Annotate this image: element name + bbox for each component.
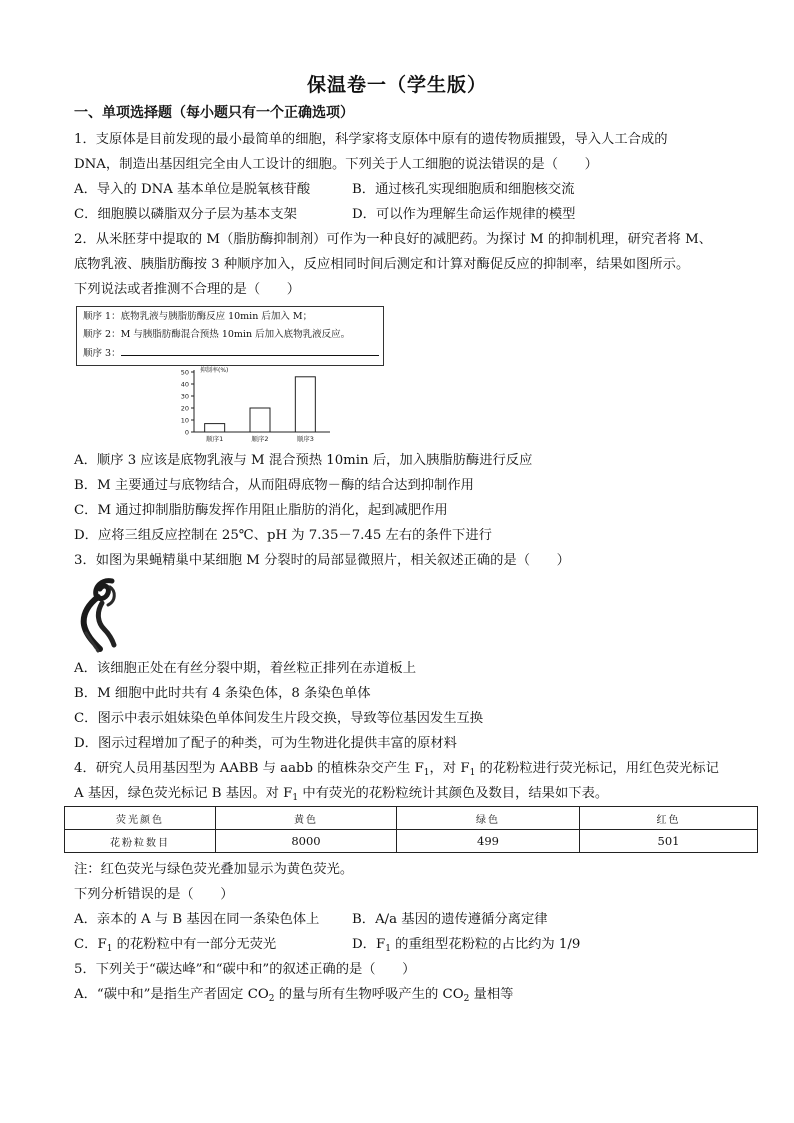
q4-stem-text-e: 中有荧光的花粉粒统计其颜色及数目，结果如下表。 — [298, 786, 609, 801]
procedure-order-1: 顺序 1：底物乳液与胰脂肪酶反应 10min 后加入 M； — [83, 311, 313, 322]
q4-stem-line2 — [74, 785, 608, 803]
table-cell: 501 — [580, 830, 758, 853]
procedure-box — [76, 306, 384, 366]
q4-subscript: 1 — [423, 768, 430, 778]
y-tick-label: 50 — [180, 368, 189, 377]
bar — [295, 377, 315, 432]
table-cell: 8000 — [216, 830, 397, 853]
q4-option-b: B．A/a 基因的遗传遵循分离定律 — [352, 912, 548, 927]
x-tick-label: 顺序3 — [296, 435, 314, 443]
y-tick-label: 0 — [184, 428, 189, 437]
q4-option-a: A．亲本的 A 与 B 基因在同一条染色体上 — [74, 912, 320, 927]
q4-stem-line1 — [74, 760, 719, 778]
q4-option-c-text: C．F — [74, 937, 107, 952]
y-tick-label: 20 — [180, 404, 189, 413]
q2-stem-line2: 底物乳液、胰脂肪酶按 3 种顺序加入，反应相同时间后测定和计算对酶促反应的抑制率，结果如图所示。 — [74, 257, 690, 272]
q4-subscript: 1 — [385, 944, 391, 954]
y-tick-label: 40 — [180, 380, 189, 389]
q3-option-d: D．图示过程增加了配子的种类，可为生物进化提供丰富的原材料 — [74, 736, 457, 751]
bar — [250, 408, 270, 432]
q4-stem-text-c: 的花粉粒进行荧光标记，用红色荧光标记 — [475, 761, 719, 776]
q3-stem: 3．如图为果蝇精巢中某细胞 M 分裂时的局部显微照片，相关叙述正确的是（ ） — [74, 553, 570, 568]
q4-subscript: 1 — [292, 793, 299, 803]
q2-stem-line3: 下列说法或者推测不合理的是（ ） — [74, 282, 301, 297]
procedure-blank-line — [121, 345, 379, 356]
q4-note: 注：红色荧光与绿色荧光叠加显示为黄色荧光。 — [74, 862, 354, 877]
section-heading: 一、单项选择题（每小题只有一个正确选项） — [74, 105, 354, 121]
y-tick-label: 10 — [180, 416, 189, 425]
q5-option-a-text: A．“碳中和”是指生产者固定 CO — [74, 987, 269, 1002]
q1-option-d: D．可以作为理解生命运作规律的模型 — [352, 207, 576, 222]
q4-stem-text-b: ，对 F — [429, 761, 470, 776]
x-tick-label: 顺序1 — [206, 435, 224, 443]
q4-option-c — [74, 936, 276, 954]
q4-prompt: 下列分析错误的是（ ） — [74, 887, 234, 902]
q2-option-b: B．M 主要通过与底物结合，从而阻碍底物－酶的结合达到抑制作用 — [74, 478, 474, 493]
chromosome-micrograph — [72, 573, 128, 655]
q4-subscript: 1 — [469, 768, 476, 778]
q1-option-c: C．细胞膜以磷脂双分子层为基本支架 — [74, 207, 297, 222]
inhibition-bar-chart — [160, 366, 340, 448]
q3-option-c: C．图示中表示姐妹染色单体间发生片段交换，导致等位基因发生互换 — [74, 711, 484, 726]
q4-option-d — [352, 936, 580, 954]
q1-option-b: B．通过核孔实现细胞质和细胞核交流 — [352, 182, 575, 197]
q1-stem-line2: DNA，制造出基因组完全由人工设计的细胞。下列关于人工细胞的说法错误的是（ ） — [74, 157, 598, 172]
table-row — [65, 830, 758, 853]
table-cell: 花粉粒数目 — [65, 830, 216, 853]
bar — [205, 424, 225, 432]
procedure-order-2: 顺序 2：M 与胰脂肪酶混合预热 10min 后加入底物乳液反应。 — [83, 329, 351, 340]
q2-option-d: D．应将三组反应控制在 25℃、pH 为 7.35－7.45 左右的条件下进行 — [74, 528, 492, 543]
q4-option-d-text: D．F — [352, 937, 386, 952]
q3-option-b: B．M 细胞中此时共有 4 条染色体，8 条染色单体 — [74, 686, 371, 701]
pollen-count-table — [64, 806, 758, 853]
table-cell: 499 — [397, 830, 580, 853]
q5-subscript: 2 — [463, 994, 470, 1004]
procedure-order-3 — [83, 345, 379, 362]
y-tick-label: 30 — [180, 392, 189, 401]
table-header-cell: 黄色 — [216, 807, 397, 830]
table-header-cell: 红色 — [580, 807, 758, 830]
q4-subscript: 1 — [106, 944, 113, 954]
q1-option-a: A．导入的 DNA 基本单位是脱氧核苷酸 — [74, 182, 311, 197]
q5-option-a-text: 的量与所有生物呼吸产生的 CO — [274, 987, 464, 1002]
q4-option-c-text: 的花粉粒中有一部分无荧光 — [112, 937, 277, 952]
q2-option-a: A．顺序 3 应该是底物乳液与 M 混合预热 10min 后，加入胰脂肪酶进行反应 — [74, 453, 533, 468]
q3-option-a: A．该细胞正处在有丝分裂中期，着丝粒正排列在赤道板上 — [74, 661, 417, 676]
q5-option-a — [74, 986, 513, 1004]
q5-subscript: 2 — [268, 994, 275, 1004]
table-header-row — [65, 807, 758, 830]
page-title: 保温卷一（学生版） — [306, 74, 487, 96]
table-header-cell: 绿色 — [397, 807, 580, 830]
q5-stem: 5．下列关于“碳达峰”和“碳中和”的叙述正确的是（ ） — [74, 962, 416, 977]
q2-option-c: C．M 通过抑制脂肪酶发挥作用阻止脂肪的消化，起到减肥作用 — [74, 503, 448, 518]
q4-stem-text-d: A 基因，绿色荧光标记 B 基因。对 F — [74, 786, 293, 801]
q2-stem-line1: 2．从米胚芽中提取的 M（脂肪酶抑制剂）可作为一种良好的减肥药。为探讨 M 的抑制机理，研究者将 M、 — [74, 232, 712, 247]
table-header-cell: 荧光颜色 — [65, 807, 216, 830]
q4-stem-text-a: 4．研究人员用基因型为 AABB 与 aabb 的植株杂交产生 F — [74, 761, 424, 776]
x-tick-label: 顺序2 — [251, 435, 269, 443]
q5-option-a-text: 量相等 — [469, 987, 514, 1002]
y-axis-label: 抑制率(%) — [200, 367, 229, 374]
q1-stem-line1: 1．支原体是目前发现的最小最简单的细胞，科学家将支原体中原有的遗传物质摧毁，导入人工合成的 — [74, 132, 668, 147]
procedure-order-3-label: 顺序 3： — [83, 348, 121, 359]
q4-option-d-text: 的重组型花粉粒的占比约为 1/9 — [390, 937, 581, 952]
